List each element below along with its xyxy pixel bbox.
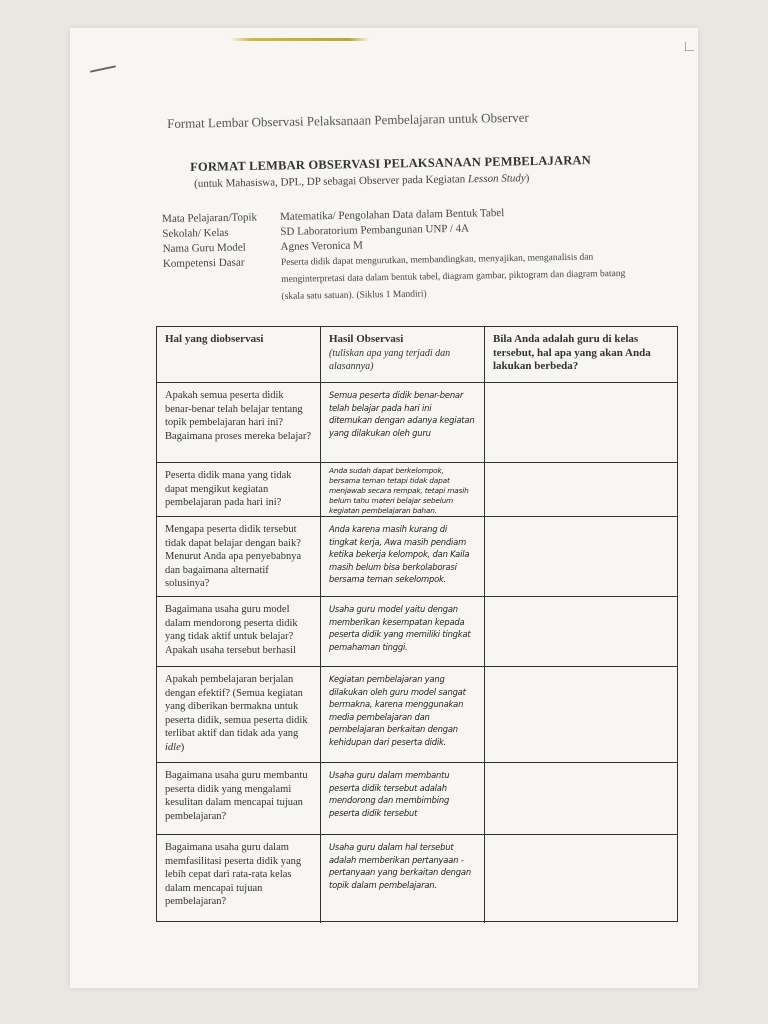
alternative-cell [485,835,677,923]
header-cell-alternative: Bila Anda adalah guru di kelas tersebut, hal apa yang akan Anda lakukan berbeda? [485,327,677,383]
question-cell: Apakah semua peserta didik benar-benar telah belajar tentang topik pembelajaran hari ini? Bagaimana proses mereka belajar? [157,383,321,463]
info-row-competency [163,249,644,308]
info-value: SD Laboratorium Pembangunan UNP / 4A [280,222,470,238]
handwritten-observation: Usaha guru dalam membantu peserta didik tersebut adalah mendorong dan membimbing peserta didik tersebut [321,763,485,835]
observation-table [156,326,678,922]
handwritten-observation: Semua peserta didik benar-benar telah belajar pada hari ini ditemukan dengan adanya kegiatan yang dilakukan oleh guru [321,383,485,463]
lesson-info [162,204,644,308]
question-text: Apakah pembelajaran berjalan dengan efektif? (Semua kegiatan yang diberikan bermakna untuk peserta didik, semua peserta didik terlibat aktif dan tidak ada yang [165,674,308,739]
header-cell-result [321,327,485,383]
header-cell-observed: Hal yang diobservasi [157,327,321,383]
pen-mark [90,65,116,72]
question-cell: Peserta didik mana yang tidak dapat mengikut kegiatan pembelajaran pada hari ini? [157,463,321,517]
alternative-cell [485,463,677,517]
info-value: Agnes Veronica M [280,239,364,253]
alternative-cell [485,517,677,597]
info-value: Peserta didik dapat mengurutkan, membandingkan, menyajikan, menganalisis dan menginterpretasi data dalam bentuk tabel, diagram gambar, piktogram dan diagram batang (skala satu satuan). (Siklus 1 Mandiri) [280,252,626,302]
header-result-subtitle: (tuliskan apa yang terjadi dan alasannya) [329,347,451,372]
alternative-cell [485,763,677,835]
document-subtitle [194,172,530,190]
page-heading: Format Lembar Observasi Pelaksanaan Pembelajaran untuk Observer [167,109,529,131]
info-label: Kompetensi Dasar [162,256,245,270]
alternative-cell [485,667,677,763]
handwritten-observation: Anda karena masih kurang di tingkat kerja, Awa masih pendiam ketika bekerja kelompok, dan Kaila masih belum bisa berkolaborasi bersama teman sekelompok. [321,517,485,597]
question-suffix: ) [180,741,185,753]
question-cell: Bagaimana usaha guru model dalam mendorong peserta didik yang tidak aktif untuk belajar? Apakah usaha tersebut berhasil [157,597,321,667]
info-label: Sekolah/ Kelas [162,226,229,240]
alternative-cell [485,383,677,463]
info-label: Nama Guru Model [162,241,246,255]
corner-mark [685,42,694,51]
info-label: Mata Pelajaran/Topik [162,211,258,225]
info-value: Matematika/ Pengolahan Data dalam Bentuk Tabel [279,207,505,223]
subtitle-italic: Lesson Study [467,172,526,186]
question-cell: Mengapa peserta didik tersebut tidak dapat belajar dengan baik? Menurut Anda apa penyebabnya dan bagaimana alternatif solusinya? [157,517,321,597]
document-page [70,28,698,988]
handwritten-observation: Anda sudah dapat berkelompok, bersama teman tetapi tidak dapat menjawab secara rempak, tetapi masih belum tahu materi belajar sebelum kegiatan pembelajaran bahan. [321,463,485,517]
subtitle-suffix: ) [525,172,530,185]
scan-artifact-line [230,38,370,41]
question-cell [157,667,321,763]
question-italic: idle [165,741,181,753]
header-result-title: Hasil Observasi [329,333,404,345]
alternative-cell [485,597,677,667]
document-title: FORMAT LEMBAR OBSERVASI PELAKSANAAN PEMBELAJARAN [190,153,592,174]
subtitle-prefix: (untuk Mahasiswa, DPL, DP sebagai Observer pada Kegiatan [194,173,469,190]
handwritten-observation: Kegiatan pembelajaran yang dilakukan oleh guru model sangat bermakna, karena menggunakan media pembelajaran dan pembelajaran berkaitan dengan kehidupan dari peserta didik. [321,667,485,763]
question-cell: Bagaimana usaha guru dalam memfasilitasi peserta didik yang lebih cepat dari rata-rata kelas dalam mencapai tujuan pembelajaran? [157,835,321,923]
handwritten-observation: Usaha guru dalam hal tersebut adalah memberikan pertanyaan - pertanyaan yang berkaitan dengan topik dalam pembelajaran. [321,835,485,923]
handwritten-observation: Usaha guru model yaitu dengan memberikan kesempatan kepada peserta didik yang memiliki tingkat pemahaman tinggi. [321,597,485,667]
question-cell: Bagaimana usaha guru membantu peserta didik yang mengalami kesulitan dalam mencapai tujuan pembelajaran? [157,763,321,835]
